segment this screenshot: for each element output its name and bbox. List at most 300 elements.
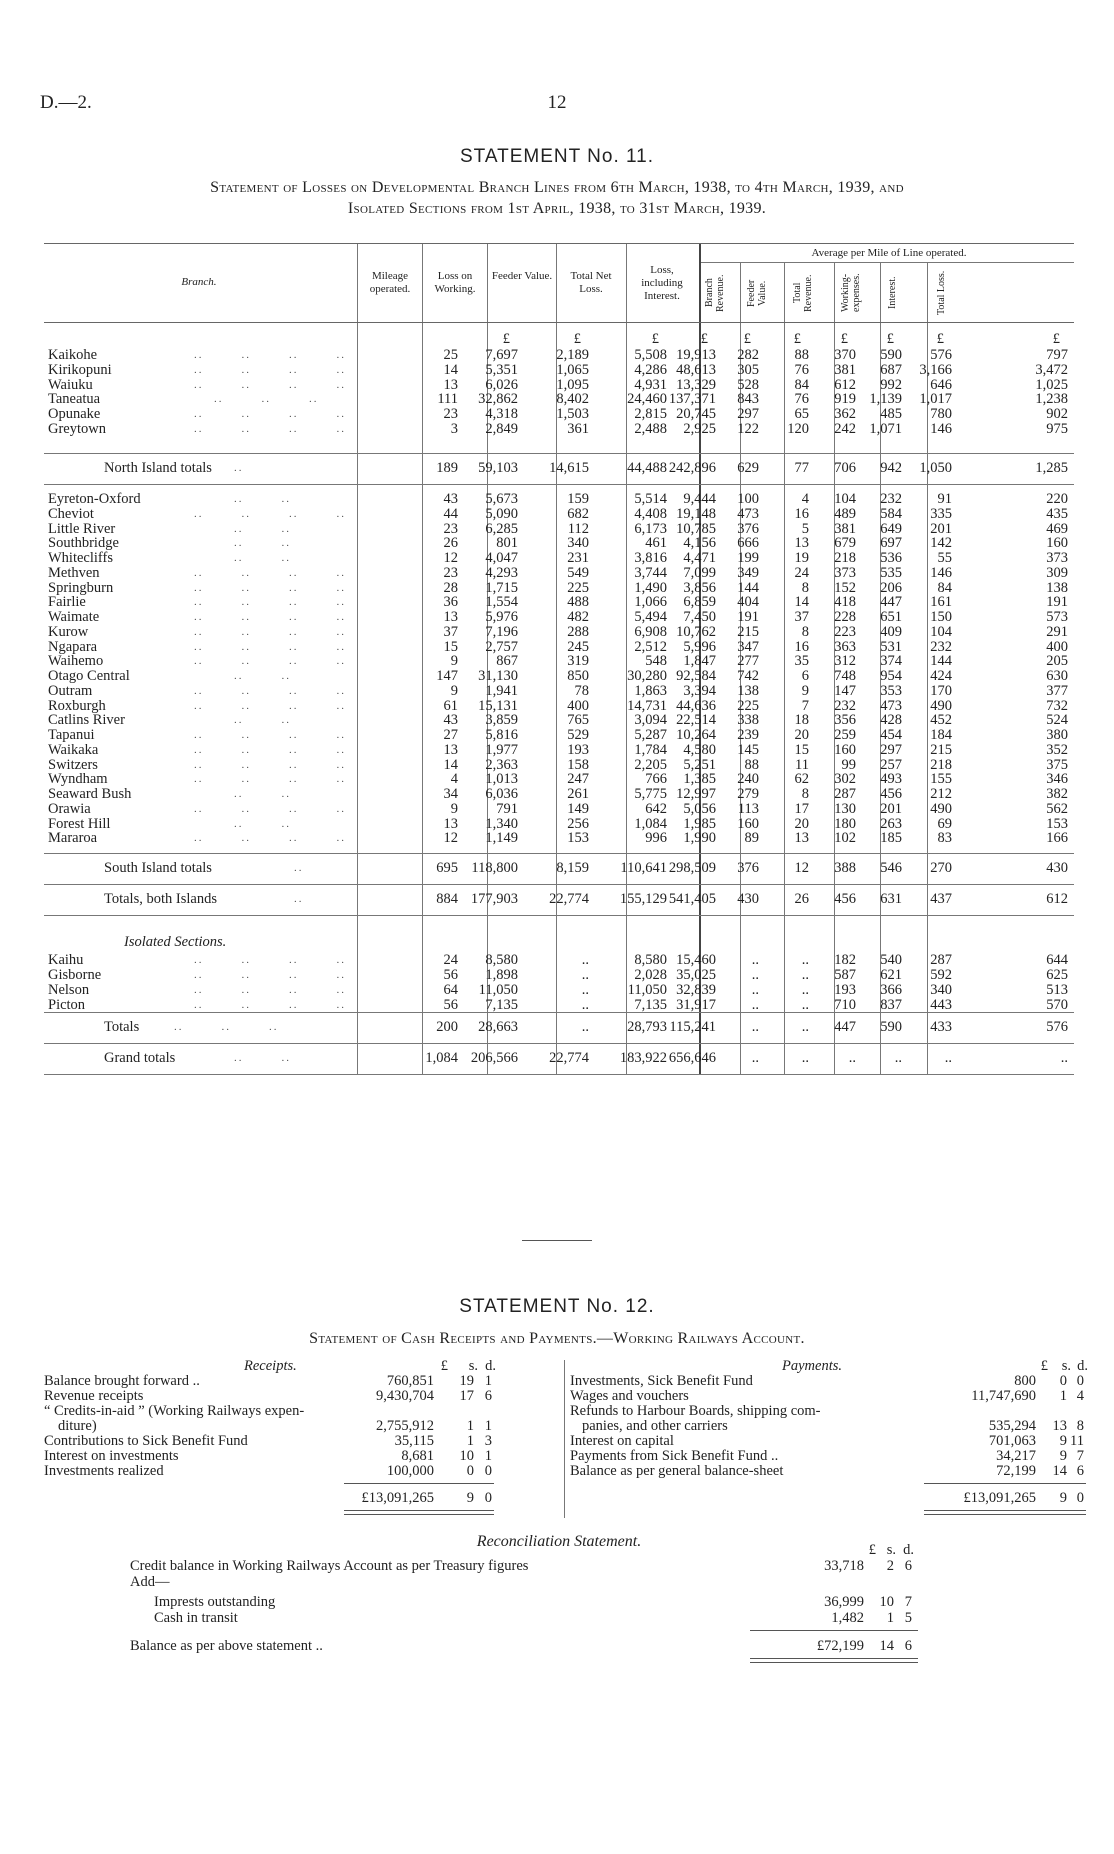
cell-mileage: 34: [443, 786, 458, 802]
cell-total-net: 1,863: [634, 682, 667, 699]
cell-branch-revenue: 138: [737, 682, 759, 699]
cell-loss-working: 5,090: [485, 505, 518, 522]
cell-loss-working: 1,715: [485, 579, 518, 596]
cell-total-net: 5,514: [634, 491, 667, 507]
receipt-pounds: 100,000: [386, 1463, 434, 1479]
payment-pounds: 72,199: [996, 1463, 1036, 1479]
cell-total-net: 2,205: [634, 756, 667, 773]
cell-interest: 212: [930, 786, 952, 802]
cell-total-net: 5,287: [634, 727, 667, 743]
cell-total-loss: 1,025: [1035, 376, 1068, 393]
cell-total-loss: 902: [1046, 406, 1068, 423]
receipts-unit-heading: d.: [485, 1358, 496, 1374]
leader-dots: .. .. .. ..: [194, 611, 346, 623]
unit-pound: £: [793, 331, 801, 347]
receipt-pounds: 35,115: [394, 1433, 434, 1449]
cell-feeder: 400: [567, 697, 589, 714]
reconciliation-unit-heading: £: [868, 1542, 876, 1558]
receipt-shillings: 0: [466, 1463, 474, 1479]
cell-total-net: 1,490: [634, 579, 667, 596]
unit-pound: £: [743, 331, 751, 347]
cell-mileage: 1,084: [425, 1050, 458, 1066]
leader-dots: .. ..: [234, 537, 291, 550]
cell-interest: 270: [930, 860, 952, 876]
cell-working-expenses: 257: [880, 756, 902, 773]
payments-unit-heading: £: [1040, 1358, 1048, 1374]
receipt-label: diture): [58, 1418, 97, 1434]
cell-interest: 433: [930, 1019, 952, 1035]
cell-loss-interest: 298,509: [668, 860, 716, 876]
cell-branch-revenue: 240: [737, 771, 759, 788]
cell-branch-revenue: 191: [737, 609, 759, 625]
cell-feeder-value: 26: [794, 891, 809, 907]
cell-feeder: ..: [581, 952, 589, 968]
col-mileage: Mileage operated.: [369, 270, 411, 295]
cell-working-expenses: 535: [880, 564, 902, 581]
unit-pound: £: [651, 331, 659, 347]
cell-loss-interest: 1,990: [683, 830, 716, 847]
cell-working-expenses: 297: [880, 741, 902, 758]
page-header: [0, 92, 1114, 122]
cell-working-expenses: 409: [880, 623, 902, 640]
unit-pound: £: [700, 331, 708, 347]
cell-interest: 55: [937, 550, 952, 566]
cell-branch-revenue: 88: [744, 756, 759, 773]
cell-loss-interest: 7,450: [683, 609, 716, 625]
cell-mileage: 24: [443, 952, 458, 968]
isolated-sections-label: Isolated Sections.: [124, 934, 227, 950]
cell-total-loss: 625: [1046, 967, 1068, 983]
cell-branch-revenue: 122: [737, 421, 759, 437]
payment-shillings: 13: [1052, 1418, 1067, 1434]
cell-working-expenses: 201: [880, 800, 902, 817]
cell-working-expenses: 687: [880, 361, 902, 378]
branch-name: Nelson: [48, 982, 90, 998]
cell-feeder: 340: [567, 535, 589, 552]
payment-shillings: 9: [1059, 1448, 1067, 1464]
receipt-pounds: 9,430,704: [376, 1388, 434, 1404]
cell-working-expenses: 485: [880, 406, 902, 423]
cell-feeder-value: 84: [794, 376, 809, 393]
cell-feeder-value: ..: [801, 982, 809, 998]
cell-branch-revenue: 473: [737, 505, 759, 522]
receipt-pence: 3: [484, 1433, 492, 1449]
cell-mileage: 14: [443, 361, 458, 378]
cell-loss-interest: 20,745: [676, 406, 716, 423]
cell-interest: 218: [930, 756, 952, 773]
avg-group-header: Average per Mile of Line operated.: [811, 247, 967, 259]
cell-feeder-value: 19: [794, 550, 809, 566]
cell-feeder-value: 65: [794, 406, 809, 423]
cell-total-revenue: 356: [834, 712, 856, 729]
cell-branch-revenue: 215: [737, 623, 759, 640]
cell-feeder-value: 15: [794, 741, 809, 758]
cell-feeder-value: 13: [794, 830, 809, 847]
cell-loss-interest: 137,371: [668, 391, 716, 408]
cell-loss-working: 6,285: [485, 520, 518, 537]
branch-name: Cheviot: [48, 505, 94, 522]
cell-loss-working: 7,697: [485, 347, 518, 363]
cell-total-loss: 166: [1046, 830, 1068, 847]
cell-total-loss: 1,285: [1035, 460, 1068, 476]
reconciliation-pence: 5: [904, 1610, 912, 1626]
receipt-shillings: 17: [459, 1388, 474, 1404]
cell-branch-revenue: ..: [751, 1050, 759, 1066]
cell-total-net: 2,028: [634, 967, 667, 983]
cell-total-loss: 160: [1046, 535, 1068, 552]
cell-working-expenses: 540: [880, 952, 902, 968]
cell-feeder-value: 13: [794, 535, 809, 552]
leader-dots: .. .. .. ..: [194, 566, 346, 579]
cell-feeder-value: 24: [794, 564, 809, 581]
both-islands-totals-row: [44, 891, 1074, 908]
leader-dots: .. .. .. ..: [194, 954, 346, 966]
branch-name: Opunake: [48, 406, 101, 423]
payments-unit-heading: d.: [1077, 1358, 1088, 1374]
cell-feeder: 78: [574, 682, 589, 699]
cell-total-net: 461: [645, 535, 667, 552]
receipts-unit-heading: s.: [468, 1358, 478, 1374]
col-loss-interest: Loss, including Interest.: [641, 264, 683, 302]
cell-feeder: 1,065: [556, 361, 589, 378]
document-reference: D.—2.: [40, 92, 92, 113]
cell-total-net: 3,816: [634, 550, 667, 566]
branch-name: Wyndham: [48, 771, 108, 788]
payment-pence: 8: [1076, 1418, 1084, 1434]
cell-total-net: 30,280: [627, 668, 667, 684]
cell-loss-interest: 6,859: [683, 594, 716, 611]
cell-interest: 335: [930, 505, 952, 522]
cell-total-loss: 576: [1046, 1019, 1068, 1035]
cell-feeder-value: ..: [801, 967, 809, 983]
col-working-expenses: Working-expenses.: [840, 273, 862, 313]
cell-total-loss: 435: [1046, 505, 1068, 522]
reconciliation-pence: 6: [904, 1558, 912, 1574]
cell-mileage: 56: [443, 997, 458, 1013]
cell-working-expenses: 456: [880, 786, 902, 802]
cell-feeder-value: 20: [794, 815, 809, 832]
cell-working-expenses: 531: [880, 638, 902, 655]
cell-interest: 104: [930, 623, 952, 640]
cell-interest: 201: [930, 520, 952, 537]
payments-heading: Payments.: [782, 1358, 842, 1374]
cell-loss-working: 118,800: [471, 860, 518, 876]
branch-name: Ngapara: [48, 638, 98, 655]
leader-dots: .. .. .. ..: [194, 743, 346, 756]
payment-label: Interest on capital: [570, 1433, 674, 1449]
cell-loss-interest: 9,444: [683, 491, 716, 507]
cell-feeder: 488: [567, 594, 589, 611]
cell-total-net: 5,775: [634, 786, 667, 802]
leader-dots: .. .. .. ..: [194, 773, 346, 786]
cell-branch-revenue: 282: [737, 347, 759, 363]
cell-feeder-value: 5: [801, 520, 809, 537]
cell-working-expenses: 590: [880, 1019, 902, 1035]
cell-loss-working: 801: [496, 535, 518, 552]
cell-loss-working: 28,663: [478, 1019, 518, 1035]
cell-working-expenses: 473: [880, 697, 902, 714]
cell-feeder: 247: [567, 771, 589, 788]
receipt-label: Balance brought forward ..: [44, 1373, 200, 1389]
cell-working-expenses: 590: [880, 347, 902, 363]
cell-mileage: 4: [450, 771, 458, 788]
branch-name: Eyreton-Oxford: [48, 491, 141, 507]
units-row: [44, 331, 1074, 348]
receipt-shillings: 1: [466, 1433, 474, 1449]
cell-mileage: 27: [443, 727, 458, 743]
cell-branch-revenue: 144: [737, 579, 759, 596]
reconciliation-pounds: 33,718: [824, 1558, 864, 1574]
leader-dots: .. .. .. ..: [194, 684, 346, 697]
cell-branch-revenue: 430: [737, 891, 759, 907]
grand-totals-row: [44, 1050, 1074, 1067]
unit-pound: £: [573, 331, 581, 347]
cell-total-loss: 3,472: [1035, 361, 1068, 378]
leader-dots: .. ..: [234, 493, 291, 505]
cell-loss-interest: 4,471: [683, 550, 716, 566]
cell-total-loss: 630: [1046, 668, 1068, 684]
payment-label: Balance as per general balance-sheet: [570, 1463, 784, 1479]
cell-loss-interest: 31,917: [676, 997, 716, 1013]
cell-working-expenses: 536: [880, 550, 902, 566]
leader-dots: .. .. .. ..: [194, 596, 346, 609]
cell-total-net: 5,508: [634, 347, 667, 363]
reconciliation-shillings: 1: [886, 1610, 894, 1626]
cell-feeder: 2,189: [556, 347, 589, 363]
cell-mileage: 13: [443, 815, 458, 832]
payments-total-shillings: 9: [1059, 1490, 1067, 1506]
cell-mileage: 44: [443, 505, 458, 522]
reconciliation-title: Reconciliation Statement.: [476, 1533, 642, 1550]
cell-feeder: ..: [581, 1019, 589, 1035]
cell-branch-revenue: 629: [737, 460, 759, 476]
cell-feeder: 482: [567, 609, 589, 625]
cell-branch-revenue: 742: [737, 668, 759, 684]
leader-dots: .. .. .. ..: [194, 984, 346, 996]
payment-shillings: 9: [1059, 1433, 1067, 1449]
unit-pound: £: [936, 331, 944, 347]
cell-branch-revenue: 279: [737, 786, 759, 802]
leader-dots: .. .. .. ..: [194, 999, 346, 1011]
cell-loss-working: 6,036: [485, 786, 518, 802]
leader-dots: .. ..: [234, 522, 291, 535]
cell-total-loss: 562: [1046, 800, 1068, 817]
cell-total-net: 2,488: [634, 421, 667, 437]
cell-total-revenue: 381: [834, 361, 856, 378]
payments-total-pence: 0: [1076, 1490, 1084, 1506]
cell-loss-working: 15,131: [478, 697, 518, 714]
cell-branch-revenue: ..: [751, 997, 759, 1013]
cell-loss-interest: 5,251: [683, 756, 716, 773]
cell-interest: 150: [930, 609, 952, 625]
cell-feeder-value: 20: [794, 727, 809, 743]
cell-loss-interest: 4,580: [683, 741, 716, 758]
cell-feeder-value: 88: [794, 347, 809, 363]
receipt-pounds: 8,681: [401, 1448, 434, 1464]
cell-total-loss: 191: [1046, 594, 1068, 611]
receipt-pounds: 2,755,912: [376, 1418, 434, 1434]
cell-total-revenue: 193: [834, 982, 856, 998]
cell-mileage: 23: [443, 406, 458, 423]
cell-total-net: 642: [645, 800, 667, 817]
cell-total-revenue: 679: [834, 535, 856, 552]
cell-feeder-value: 76: [794, 361, 809, 378]
cell-total-net: 3,744: [634, 564, 667, 581]
cell-feeder-value: 37: [794, 609, 809, 625]
cell-feeder: 361: [567, 421, 589, 437]
leader-dots: ..: [294, 862, 304, 874]
cell-working-expenses: 232: [880, 491, 902, 507]
cell-feeder: 8,402: [556, 391, 589, 408]
col-total-net: Total Net Loss.: [570, 270, 612, 295]
payment-pounds: 701,063: [988, 1433, 1036, 1449]
cell-branch-revenue: 347: [737, 638, 759, 655]
leader-dots: .. .. .. ..: [194, 699, 346, 712]
losses-table: [44, 243, 1074, 1075]
cell-interest: 184: [930, 727, 952, 743]
cell-total-net: 110,641: [620, 860, 667, 876]
cell-total-net: 6,173: [634, 520, 667, 537]
cell-working-expenses: 263: [880, 815, 902, 832]
section-divider: [522, 1240, 592, 1241]
cell-interest: 142: [930, 535, 952, 552]
cell-interest: 146: [930, 421, 952, 437]
cell-interest: 161: [930, 594, 952, 611]
cell-loss-working: 5,673: [485, 491, 518, 507]
cell-feeder-value: 120: [787, 421, 809, 437]
cell-total-net: 3,094: [634, 712, 667, 729]
leader-dots: .. ..: [234, 817, 291, 830]
leader-dots: .. .. .. ..: [194, 640, 346, 653]
cell-loss-interest: 15,460: [676, 952, 716, 968]
reconciliation-unit-heading: d.: [903, 1542, 914, 1558]
cell-interest: 84: [937, 579, 952, 596]
cell-working-expenses: 447: [880, 594, 902, 611]
payment-pounds: 535,294: [988, 1418, 1036, 1434]
cell-working-expenses: 374: [880, 653, 902, 670]
leader-dots: .. .. ..: [174, 1021, 279, 1033]
cell-loss-working: 2,757: [485, 638, 518, 655]
cell-mileage: 111: [437, 391, 458, 408]
cell-mileage: 43: [443, 712, 458, 729]
cell-feeder-value: 35: [794, 653, 809, 670]
payment-label: Payments from Sick Benefit Fund ..: [570, 1448, 779, 1464]
reconciliation-total-pounds: £72,199: [816, 1638, 864, 1654]
cell-loss-working: 5,976: [485, 609, 518, 625]
cell-total-revenue: 418: [834, 594, 856, 611]
losses-table-header: [44, 243, 1074, 323]
cell-total-loss: 570: [1046, 997, 1068, 1013]
cell-total-revenue: 381: [834, 520, 856, 537]
statement-11-subtitle-2: Isolated Sections from 1st April, 1938, to 31st March, 1939.: [347, 200, 767, 217]
cell-mileage: 56: [443, 967, 458, 983]
cell-total-loss: 430: [1046, 860, 1068, 876]
cell-feeder-value: 16: [794, 638, 809, 655]
cell-loss-working: 8,580: [485, 952, 518, 968]
branch-name: Waimate: [48, 609, 100, 625]
cell-working-expenses: 1,139: [869, 391, 902, 408]
cell-mileage: 15: [443, 638, 458, 655]
cell-working-expenses: 493: [880, 771, 902, 788]
cell-feeder-value: ..: [801, 1019, 809, 1035]
cell-mileage: 3: [450, 421, 458, 437]
unit-pound: £: [886, 331, 894, 347]
branch-name: Catlins River: [48, 712, 125, 729]
payment-label: Refunds to Harbour Boards, shipping com-: [570, 1403, 821, 1419]
col-total-revenue: Total Revenue.: [792, 274, 814, 312]
cell-loss-working: 867: [496, 653, 518, 670]
cell-feeder: 549: [567, 564, 589, 581]
cell-mileage: 36: [443, 594, 458, 611]
cell-total-revenue: 373: [834, 564, 856, 581]
payment-label: panies, and other carriers: [582, 1418, 728, 1434]
unit-pound: £: [840, 331, 848, 347]
cell-interest: 340: [930, 982, 952, 998]
cell-loss-working: 7,135: [485, 997, 518, 1013]
branch-name: South Island totals: [104, 860, 212, 876]
cell-loss-interest: 12,997: [676, 786, 716, 802]
cell-loss-interest: 92,584: [676, 668, 716, 684]
cell-loss-interest: 3,394: [683, 682, 716, 699]
reconciliation-total-label: Balance as per above statement ..: [130, 1638, 323, 1654]
cell-working-expenses: 546: [880, 860, 902, 876]
cell-total-revenue: 919: [834, 391, 856, 408]
cell-working-expenses: 631: [880, 891, 902, 907]
cell-loss-interest: 115,241: [669, 1019, 716, 1035]
cell-feeder: ..: [581, 967, 589, 983]
leader-dots: .. .. ..: [214, 393, 319, 406]
statement-11-subtitle-1: Statement of Losses on Developmental Branch Lines from 6th March, 1938, to 4th March, 1939, and: [210, 179, 904, 196]
cell-total-loss: 375: [1046, 756, 1068, 773]
branch-name: Whitecliffs: [48, 550, 113, 566]
cell-working-expenses: 185: [880, 830, 902, 847]
cell-total-net: 1,784: [634, 741, 667, 758]
cell-loss-working: 2,849: [485, 421, 518, 437]
receipt-label: Interest on investments: [44, 1448, 179, 1464]
cell-total-revenue: 218: [834, 550, 856, 566]
cell-working-expenses: 651: [880, 609, 902, 625]
cell-loss-interest: 19,148: [676, 505, 716, 522]
cell-total-net: 548: [645, 653, 667, 670]
cell-total-net: 2,815: [634, 406, 667, 423]
cell-total-loss: 205: [1046, 653, 1068, 670]
cell-branch-revenue: 277: [737, 653, 759, 670]
cell-mileage: 64: [443, 982, 458, 998]
cell-branch-revenue: 528: [737, 376, 759, 393]
leader-dots: .. .. .. ..: [194, 832, 346, 845]
cell-interest: 3,166: [919, 361, 952, 378]
cell-loss-working: 791: [496, 800, 518, 817]
cell-total-net: 4,286: [634, 361, 667, 378]
cell-mileage: 13: [443, 741, 458, 758]
cell-total-net: 4,408: [634, 505, 667, 522]
cell-total-loss: 513: [1046, 982, 1068, 998]
reconciliation-unit-heading: s.: [886, 1542, 896, 1558]
cell-interest: 780: [930, 406, 952, 423]
cell-loss-interest: 4,156: [683, 535, 716, 552]
receipts-unit-heading: £: [440, 1358, 448, 1374]
cell-working-expenses: 992: [880, 376, 902, 393]
cell-branch-revenue: 89: [744, 830, 759, 847]
cell-loss-working: 6,026: [485, 376, 518, 393]
cell-total-revenue: 102: [834, 830, 856, 847]
cell-interest: 592: [930, 967, 952, 983]
cell-feeder: 112: [567, 520, 589, 537]
cell-branch-revenue: 113: [737, 800, 759, 817]
cell-total-revenue: 312: [834, 653, 856, 670]
branch-name: Outram: [48, 682, 93, 699]
cell-total-loss: 377: [1046, 682, 1068, 699]
